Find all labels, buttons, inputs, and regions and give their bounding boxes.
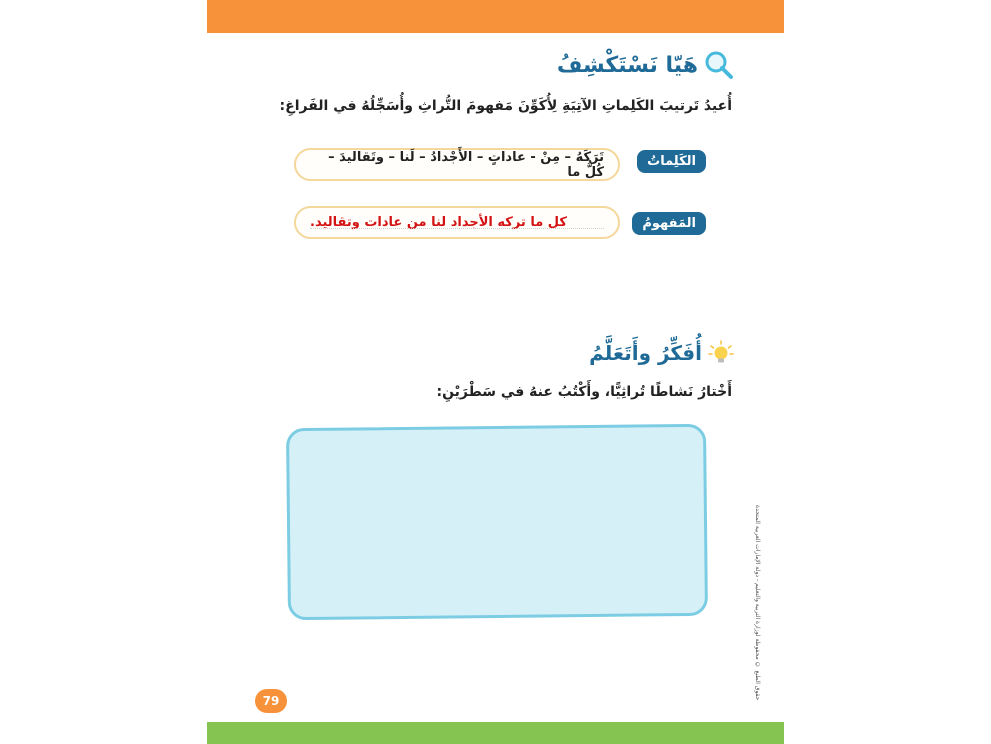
copyright-note: حقوق الطبع © محفوظة لوزارة التربية والتعليم - دولة الإمارات العربية المتحدة <box>754 504 761 700</box>
bottom-color-bar <box>207 722 784 744</box>
explore-instruction: أُعيدُ تَرتيبَ الكَلِماتِ الآتِيَةِ لِأُكَوِّنَ مَفهومَ التُّراثِ وأُسَجِّلُهُ في الفَراغِ: <box>279 98 732 114</box>
words-list: تَرَكَهُ – مِنْ - عاداتٍ – الأَجْدادُ – لَنا – وتَقاليدَ – كُلُّ ما <box>328 149 604 180</box>
concept-label-tag: المَفهومُ <box>632 212 706 235</box>
answer-dotted-line <box>310 228 604 229</box>
top-color-bar <box>207 0 784 33</box>
magnifier-icon <box>704 50 734 80</box>
page-number-badge: 79 <box>255 689 287 713</box>
writing-area[interactable] <box>286 424 708 620</box>
concept-answer-field[interactable] <box>294 206 620 239</box>
concept-answer-text: كل ما تركه الأجداد لنا من عادات وتقاليد. <box>310 215 567 230</box>
workbook-page <box>207 0 784 744</box>
think-heading <box>589 340 734 366</box>
words-label-tag: الكَلِماتُ <box>637 150 706 173</box>
words-box <box>294 148 620 181</box>
think-title: أُفَكِّرُ وأَتَعَلَّمُ <box>589 341 702 365</box>
explore-heading <box>557 50 734 80</box>
think-instruction: أَخْتارُ نَشاطًا تُراثِيًّا، وأَكْتُبُ عنهُ في سَطْرَيْنِ: <box>436 384 732 400</box>
explore-title: هَيّا نَسْتَكْشِفُ <box>556 52 698 78</box>
lightbulb-icon <box>708 340 734 366</box>
